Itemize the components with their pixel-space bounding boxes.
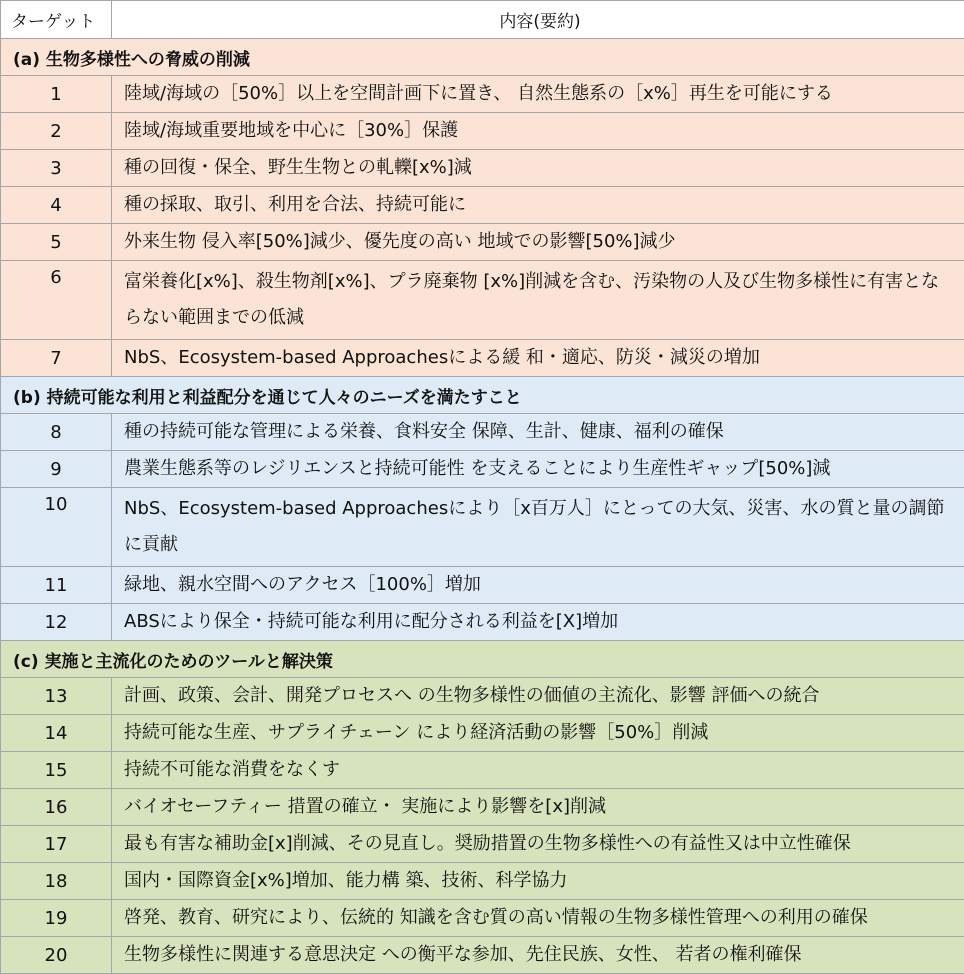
section-a-row [1,39,964,76]
target-content: 富栄養化[x%]、殺生物剤[x%]、プラ廃棄物 [x%]削減を含む、汚染物の人及び生物多様性に有害とならない範囲までの低減 [112,261,964,340]
target-content: 国内・国際資金[x%]増加、能力構 築、技術、科学協力 [112,863,964,900]
section-c-title: (c) 実施と主流化のためのツールと解決策 [1,641,964,678]
target-content: 種の持続可能な管理による栄養、食料安全 保障、生計、健康、福利の確保 [112,414,964,451]
table-row [1,715,964,752]
table-row [1,187,964,224]
table-row [1,414,964,451]
target-content: 最も有害な補助金[x]削減、その見直し。奨励措置の生物多様性への有益性又は中立性確保 [112,826,964,863]
table-row [1,567,964,604]
table-row [1,261,964,340]
target-content: 種の回復・保全、野生生物との軋轢[x%]減 [112,150,964,187]
section-c-row [1,641,964,678]
target-content: NbS、Ecosystem-based Approachesによる緩 和・適応、防災・減災の増加 [112,340,964,377]
target-number: 4 [1,187,112,224]
table-row [1,752,964,789]
table-row [1,900,964,937]
header-row [1,1,964,39]
table-row [1,224,964,261]
target-number: 7 [1,340,112,377]
section-b-title: (b) 持続可能な利用と利益配分を通じて人々のニーズを満たすこと [1,377,964,414]
header-target: ターゲット [1,1,112,39]
table-row [1,488,964,567]
target-content: 啓発、教育、研究により、伝統的 知識を含む質の高い情報の生物多様性管理への利用の確保 [112,900,964,937]
target-content: 生物多様性に関連する意思決定 への衡平な参加、先住民族、女性、 若者の権利確保 [112,937,964,974]
target-content: 緑地、親水空間へのアクセス［100%］増加 [112,567,964,604]
target-content: 持続不可能な消費をなくす [112,752,964,789]
target-number: 18 [1,863,112,900]
target-number: 12 [1,604,112,641]
table-row [1,863,964,900]
target-content: 陸域/海域重要地域を中心に［30%］保護 [112,113,964,150]
section-b-row [1,377,964,414]
target-number: 5 [1,224,112,261]
target-content: 外来生物 侵入率[50%]減少、優先度の高い 地域での影響[50%]減少 [112,224,964,261]
table-row [1,937,964,974]
table-row [1,789,964,826]
target-content: 種の採取、取引、利用を合法、持続可能に [112,187,964,224]
target-number: 11 [1,567,112,604]
target-content: NbS、Ecosystem-based Approachesにより［x百万人］にとっての大気、災害、水の質と量の調節に貢献 [112,488,964,567]
target-content: バイオセーフティー 措置の確立・ 実施により影響を[x]削減 [112,789,964,826]
target-number: 17 [1,826,112,863]
target-number: 13 [1,678,112,715]
table-row [1,451,964,488]
target-content: ABSにより保全・持続可能な利用に配分される利益を[X]増加 [112,604,964,641]
target-content: 農業生態系等のレジリエンスと持続可能性 を支えることにより生産性ギャップ[50%]減 [112,451,964,488]
table-row [1,340,964,377]
section-a-title: (a) 生物多様性への脅威の削減 [1,39,964,76]
table-row [1,678,964,715]
table-row [1,150,964,187]
target-content: 計画、政策、会計、開発プロセスへ の生物多様性の価値の主流化、影響 評価への統合 [112,678,964,715]
target-number: 19 [1,900,112,937]
target-number: 20 [1,937,112,974]
target-number: 6 [1,261,112,340]
target-number: 9 [1,451,112,488]
target-number: 1 [1,76,112,113]
table-row [1,604,964,641]
target-number: 15 [1,752,112,789]
target-number: 16 [1,789,112,826]
target-content: 陸域/海域の［50%］以上を空間計画下に置き、 自然生態系の［x%］再生を可能にする [112,76,964,113]
target-number: 10 [1,488,112,567]
table-row [1,826,964,863]
target-number: 8 [1,414,112,451]
target-content: 持続可能な生産、サプライチェーン により経済活動の影響［50%］削減 [112,715,964,752]
target-number: 2 [1,113,112,150]
target-number: 3 [1,150,112,187]
target-number: 14 [1,715,112,752]
table-row [1,113,964,150]
table-row [1,76,964,113]
header-content: 内容(要約) [112,1,964,39]
